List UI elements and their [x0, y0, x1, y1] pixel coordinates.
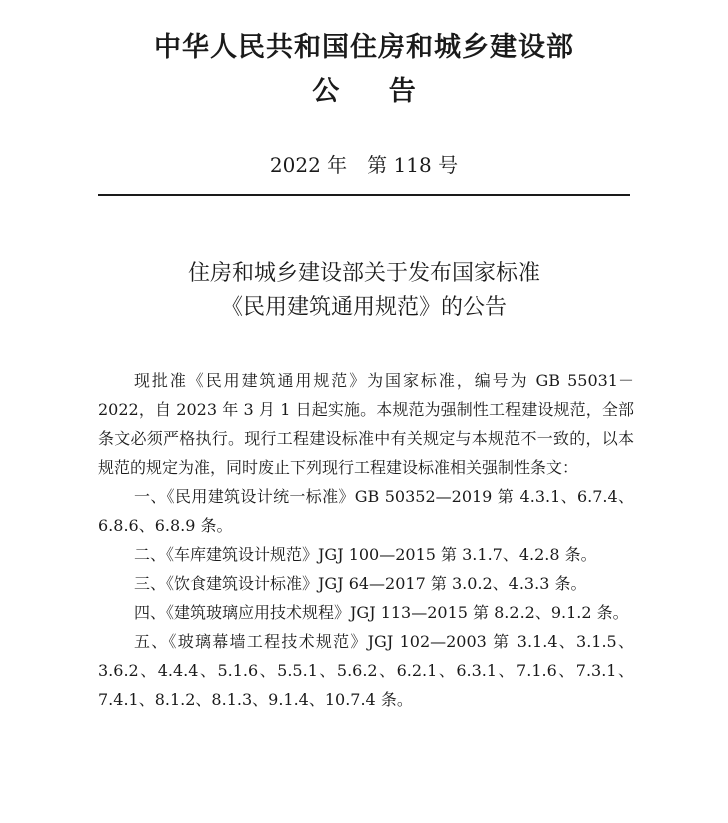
list-item: 四、《建筑玻璃应用技术规程》JGJ 113—2015 第 8.2.2、9.1.2 条。 — [134, 603, 629, 622]
header-divider — [98, 194, 630, 196]
list-item: 二、《车库建筑设计规范》JGJ 100—2015 第 3.1.7、4.2.8 条。 — [134, 545, 597, 564]
issuer-title: 中华人民共和国住房和城乡建设部 — [154, 32, 574, 63]
announcement-title-line-2: 《民用建筑通用规范》的公告 — [220, 295, 507, 320]
document-number: 2022 年 第 118 号 — [269, 153, 459, 177]
list-item: 三、《饮食建筑设计标准》JGJ 64—2017 第 3.0.2、4.3.3 条。 — [134, 574, 587, 593]
list-item: 五、《玻璃幕墙工程技术规范》JGJ 102—2003 第 3.1.4、3.1.5、3.6.2、4.4.4、5.1.6、5.5.1、5.6.2、6.2.1、6.3.1、7.1.6、7.3.1、7.4.1、8.1.2、8.1.3、9.1.4、10.7.4 条。 — [98, 632, 634, 709]
list-item: 一、《民用建筑设计统一标准》GB 50352—2019 第 4.3.1、6.7.4、6.8.6、6.8.9 条。 — [98, 487, 634, 535]
announcement-title-line-1: 住房和城乡建设部关于发布国家标准 — [187, 261, 540, 286]
document-type: 公 告 — [312, 76, 416, 107]
announcement-body — [98, 366, 634, 714]
intro-paragraph: 现批准《民用建筑通用规范》为国家标准，编号为 GB 55031－2022，自 2023 年 3 月 1 日起实施。本规范为强制性工程建设规范，全部条文必须严格执行。现行工程建设标准中有关规定与本规范不一致的，以本规范的规定为准，同时废止下列现行工程建设标准相关强制性条文： — [98, 371, 634, 477]
